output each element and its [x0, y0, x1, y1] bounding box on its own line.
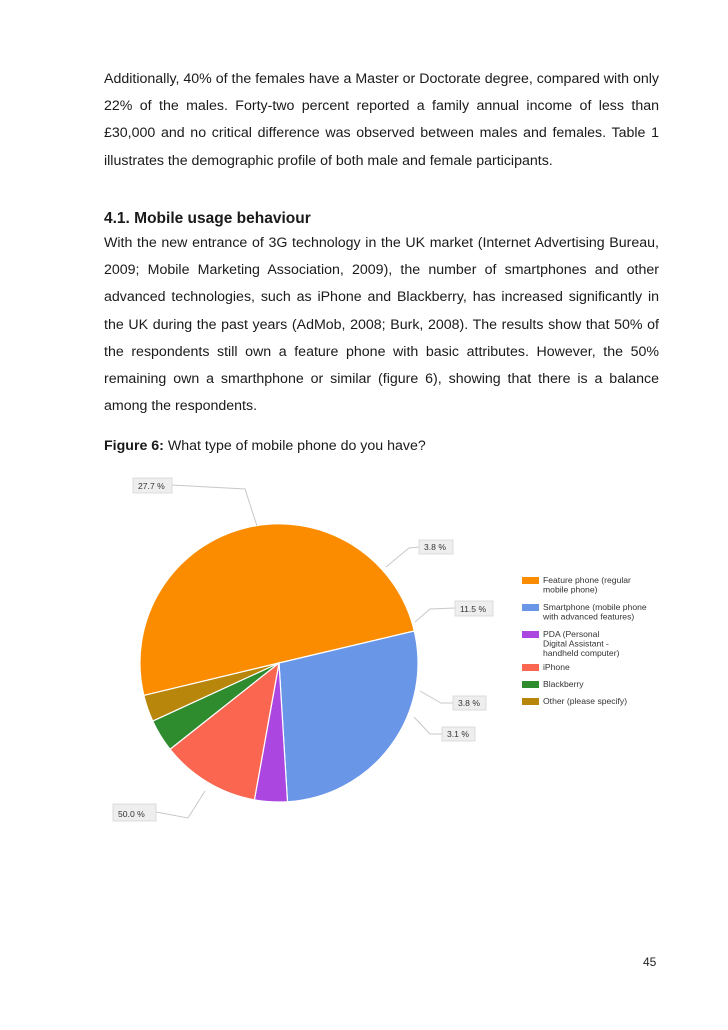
section-heading: 4.1. Mobile usage behaviour [104, 210, 311, 227]
value-label-6: 3.1 % [447, 729, 469, 739]
callout-line-5 [420, 691, 453, 703]
callout-line-2 [172, 485, 257, 526]
legend-label-1: Feature phone (regular mobile phone) [543, 575, 631, 595]
value-label-2: 27.7 % [138, 481, 165, 491]
legend-swatch-6 [522, 698, 539, 705]
callout-line-4 [415, 608, 455, 622]
legend-label-3: PDA (Personal Digital Assistant -handheld computer) [543, 629, 620, 658]
intro-paragraph: Additionally, 40% of the females have a Master or Doctorate degree, compared with only 22% of the males. Forty-two percent reported a family annual income of less than £30,000 and no critical difference was observed between males and females. Table 1 illustrates the demographic profile of both male and female participants. [104, 71, 659, 169]
legend-swatch-4 [522, 664, 539, 671]
legend-swatch-3 [522, 631, 539, 638]
legend-label-4: iPhone [543, 662, 570, 672]
legend-label-6: Other (please specify) [543, 696, 628, 706]
figure-caption-text: What type of mobile phone do you have? [163, 438, 426, 454]
legend-swatch-1 [522, 577, 539, 584]
legend-label-2: Smartphone (mobile phone with advanced features) [543, 602, 647, 622]
value-label-1: 50.0 % [118, 809, 145, 819]
value-label-5: 3.8 % [458, 698, 480, 708]
legend-swatch-5 [522, 681, 539, 688]
page-number: 45 [643, 955, 657, 969]
value-label-3: 3.8 % [424, 542, 446, 552]
callout-line-6 [414, 717, 442, 734]
legend-label-5: Blackberry [543, 679, 584, 689]
value-label-4: 11.5 % [460, 604, 487, 614]
callout-line-3 [386, 547, 419, 567]
body-paragraph: With the new entrance of 3G technology in the UK market (Internet Advertising Bureau, 2009; Mobile Marketing Association, 2009), the number of smartphones and other advanced technologies, such as iPhone and Blackberry, has increased significantly in the UK during the past years (AdMob, 2008; Burk, 2008). The results show that 50% of the respondents still own a feature phone with basic attributes. However, the 50% remaining own a smarthphone or similar (figure 6), showing that there is a balance among the respondents. [104, 235, 659, 415]
figure-label: Figure 6: [104, 438, 164, 454]
legend-swatch-2 [522, 604, 539, 611]
callout-line-1 [156, 791, 205, 818]
